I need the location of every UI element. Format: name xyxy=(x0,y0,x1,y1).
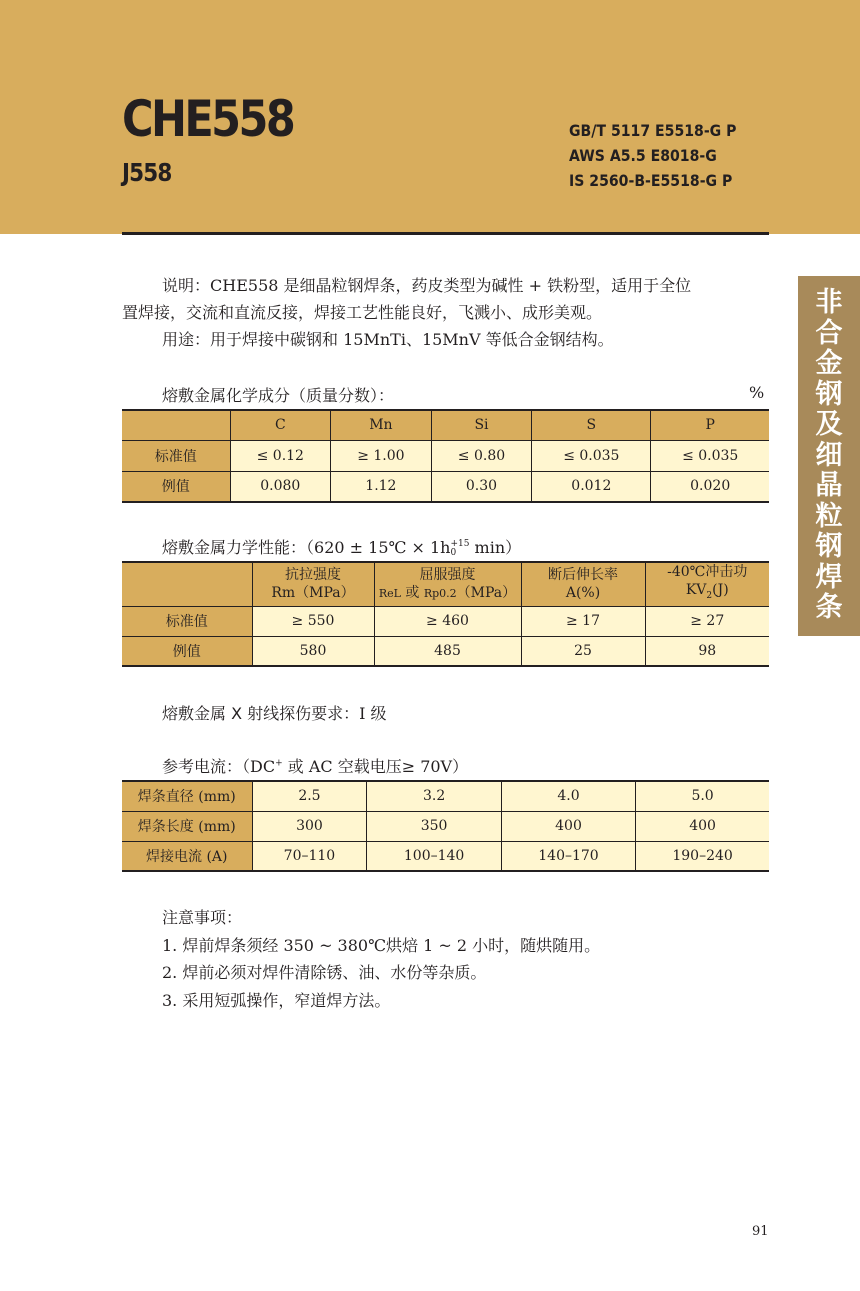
header-line-2: Rm（MPa） xyxy=(271,585,355,602)
mech-header-cell xyxy=(252,562,374,606)
description-text-1: CHE558 是细晶粒钢焊条，药皮类型为碱性 + 铁粉型，适用于全位 xyxy=(210,276,692,295)
table-cell: 70–110 xyxy=(252,841,367,871)
side-tab-char: 合 xyxy=(815,317,843,349)
table-row xyxy=(122,811,769,841)
table-cell: 98 xyxy=(645,636,769,666)
side-tab-char: 粒 xyxy=(815,500,843,532)
table-cell: 350 xyxy=(367,811,501,841)
header-line-2: A(%) xyxy=(565,585,601,602)
side-tab-char: 非 xyxy=(815,287,843,318)
mech-header-row xyxy=(122,562,769,606)
xray-line xyxy=(162,701,387,724)
side-tab-char: 细 xyxy=(815,439,843,471)
table-cell: 190–240 xyxy=(636,841,769,871)
category-side-tab xyxy=(798,276,860,636)
table-row xyxy=(122,841,769,871)
product-subtitle: J558 xyxy=(122,158,172,187)
table-cell: 400 xyxy=(501,811,635,841)
usage-line xyxy=(122,326,614,353)
table-row xyxy=(122,606,769,636)
chem-header-cell: C xyxy=(230,410,331,440)
table-cell: ≥ 550 xyxy=(252,606,374,636)
xray-value: I 级 xyxy=(359,704,387,723)
usage-label: 用途： xyxy=(162,330,211,349)
table-cell: 140–170 xyxy=(501,841,635,871)
notes-section xyxy=(162,904,600,1014)
table-cell: 3.2 xyxy=(367,781,501,811)
row-label: 焊接电流 (A) xyxy=(122,841,252,871)
description-line-1 xyxy=(122,272,691,299)
standard-gb: GB/T 5117 E5518-G P xyxy=(569,121,737,140)
header-line-2 xyxy=(646,581,770,605)
table-row xyxy=(122,471,769,502)
xray-label: 熔敷金属 X 射线探伤要求： xyxy=(162,704,360,723)
current-section-line xyxy=(162,754,468,777)
table-row xyxy=(122,440,769,471)
header-banner xyxy=(0,0,860,234)
row-label: 标准值 xyxy=(122,440,230,471)
table-cell: 0.080 xyxy=(230,471,331,502)
mech-header-cell xyxy=(521,562,645,606)
side-tab-char: 条 xyxy=(815,592,843,623)
mech-header-corner xyxy=(122,562,252,606)
page-number: 91 xyxy=(752,1224,769,1239)
table-cell: 25 xyxy=(521,636,645,666)
table-cell: 580 xyxy=(252,636,374,666)
row-label: 焊条长度 (mm) xyxy=(122,811,252,841)
notes-title: 注意事项： xyxy=(162,908,243,927)
table-cell: ≤ 0.12 xyxy=(230,440,331,471)
mech-header-cell xyxy=(374,562,521,606)
standard-is: IS 2560-B-E5518-G P xyxy=(569,171,733,190)
mech-section-title-line xyxy=(162,535,521,558)
note-item: 3. 采用短弧操作，窄道焊方法。 xyxy=(162,990,391,1010)
table-cell: ≤ 0.035 xyxy=(532,440,651,471)
header-part: KV xyxy=(685,582,707,599)
mech-section-title: 熔敷金属力学性能： xyxy=(162,538,307,557)
chem-header-cell: Mn xyxy=(331,410,432,440)
header-part: (J) xyxy=(712,582,729,599)
standards-list xyxy=(569,118,736,193)
table-cell: 100–140 xyxy=(367,841,501,871)
mech-condition-a: （620 ± 15℃ × 1h xyxy=(306,538,451,557)
header-line-1: -40℃冲击功 xyxy=(667,564,748,581)
table-cell: 0.30 xyxy=(431,471,532,502)
current-note-a: （DC xyxy=(242,757,276,776)
header-part: 2 xyxy=(706,591,713,602)
usage-text: 用于焊接中碳钢和 15MnTi、15MnV 等低合金钢结构。 xyxy=(210,330,614,349)
mech-condition-sub: 0 xyxy=(450,547,457,558)
chem-header-cell: S xyxy=(532,410,651,440)
table-cell: ≥ 27 xyxy=(645,606,769,636)
header-part: （MPa） xyxy=(456,584,517,601)
table-row xyxy=(122,636,769,666)
current-note-sup: + xyxy=(275,758,283,769)
side-tab-char: 晶 xyxy=(815,470,843,501)
table-cell: 4.0 xyxy=(501,781,635,811)
note-item: 1. 焊前焊条须经 350 ~ 380℃烘焙 1 ~ 2 小时，随烘随用。 xyxy=(162,935,601,955)
row-label: 例值 xyxy=(122,471,230,502)
chem-header-row xyxy=(122,410,769,440)
side-tab-char: 及 xyxy=(815,409,843,440)
side-tab-char: 钢 xyxy=(815,531,843,562)
header-line-1: 断后伸长率 xyxy=(548,567,618,584)
header-line-1: 抗拉强度 xyxy=(285,567,341,584)
mech-condition-sup: +15 xyxy=(450,538,470,549)
side-tab-char: 金 xyxy=(815,348,843,379)
table-cell: ≥ 460 xyxy=(374,606,521,636)
current-note-b: 或 AC 空载电压≥ 70V） xyxy=(282,757,469,776)
chem-table xyxy=(122,409,769,503)
product-title: CHE558 xyxy=(122,90,294,148)
current-table xyxy=(122,780,769,872)
description-label: 说明： xyxy=(162,276,211,295)
header-rule xyxy=(122,232,769,235)
chem-unit: % xyxy=(749,383,765,402)
standard-aws: AWS A5.5 E8018-G xyxy=(569,146,717,165)
mech-condition-tolerance xyxy=(450,540,469,558)
table-cell: 0.012 xyxy=(532,471,651,502)
table-cell: ≥ 17 xyxy=(521,606,645,636)
table-cell: 485 xyxy=(374,636,521,666)
chem-header-corner xyxy=(122,410,230,440)
row-label: 标准值 xyxy=(122,606,252,636)
header-part: Rp0.2 xyxy=(423,586,457,600)
mech-header-cell xyxy=(645,562,769,606)
chem-header-cell: Si xyxy=(431,410,532,440)
description-text-2: 置焊接，交流和直流反接，焊接工艺性能良好，飞溅小、成形美观。 xyxy=(122,303,603,322)
chem-section-title: 熔敷金属化学成分（质量分数）： xyxy=(162,386,395,405)
current-section-title: 参考电流： xyxy=(162,757,243,776)
table-cell: ≤ 0.80 xyxy=(431,440,532,471)
table-cell: 400 xyxy=(636,811,769,841)
row-label: 焊条直径 (mm) xyxy=(122,781,252,811)
chem-header-cell: P xyxy=(651,410,769,440)
table-cell: 5.0 xyxy=(636,781,769,811)
table-cell: ≤ 0.035 xyxy=(651,440,769,471)
side-tab-char: 钢 xyxy=(815,378,843,410)
side-tab-char: 焊 xyxy=(815,561,843,593)
mech-table xyxy=(122,561,769,667)
table-cell: 0.020 xyxy=(651,471,769,502)
note-item: 2. 焊前必须对焊件清除锈、油、水份等杂质。 xyxy=(162,963,487,982)
table-cell: ≥ 1.00 xyxy=(331,440,432,471)
table-cell: 2.5 xyxy=(252,781,367,811)
mech-condition-b: min） xyxy=(469,538,522,557)
header-part: ReL xyxy=(378,586,401,600)
table-cell: 300 xyxy=(252,811,367,841)
table-cell: 1.12 xyxy=(331,471,432,502)
header-line-2 xyxy=(375,584,521,603)
table-row xyxy=(122,781,769,811)
header-part: 或 xyxy=(400,584,424,601)
row-label: 例值 xyxy=(122,636,252,666)
header-line-1: 屈服强度 xyxy=(419,566,476,583)
